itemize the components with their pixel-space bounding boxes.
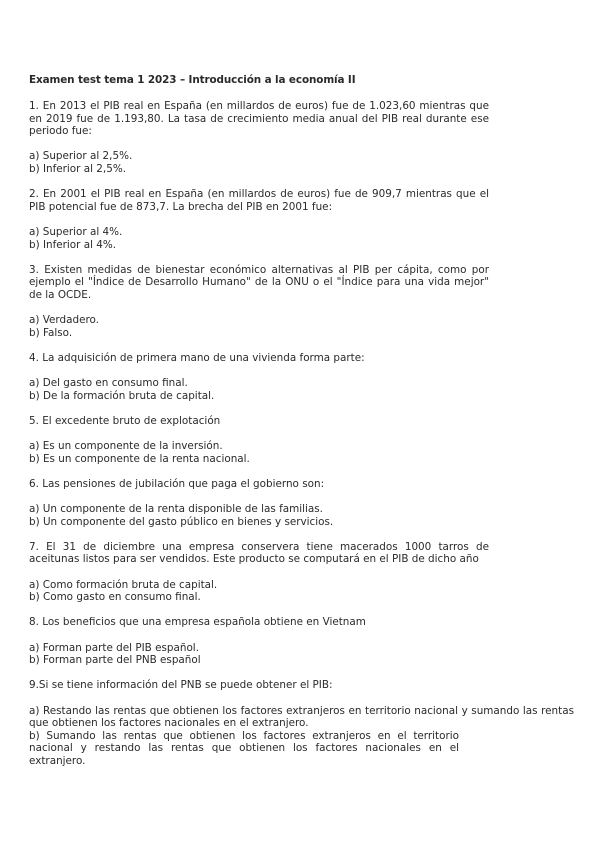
- question-4: [29, 352, 574, 402]
- exam-title: Examen test tema 1 2023 – Introducción a la economía II: [29, 74, 356, 86]
- option-b: b) Sumando las rentas que obtienen los factores extranjeros en el territorio nacional y restando las rentas que obtienen los factores nacionales en el extranjero.: [29, 729, 459, 767]
- option-a: a) Es un componente de la inversión.: [29, 440, 223, 453]
- option-a: a) Verdadero.: [29, 314, 99, 327]
- option-a: a) Forman parte del PIB español.: [29, 641, 199, 654]
- option-b: b) Forman parte del PNB español: [29, 654, 201, 667]
- question-stem: 2. En 2001 el PIB real en España (en millardos de euros) fue de 909,7 mientras que el PIB potencial fue de 873,7. La brecha del PIB en 2001 fue:: [29, 188, 489, 213]
- question-6: [29, 478, 574, 528]
- option-b: b) Inferior al 4%.: [29, 238, 117, 251]
- question-stem: 6. Las pensiones de jubilación que paga el gobierno son:: [29, 477, 325, 490]
- question-stem: 1. En 2013 el PIB real en España (en millardos de euros) fue de 1.023,60 mientras que en 2019 fue de 1.193,80. La tasa de crecimiento media anual del PIB real durante ese periodo fue:: [29, 100, 489, 138]
- question-9: [29, 679, 574, 767]
- option-a: a) Como formación bruta de capital.: [29, 578, 218, 591]
- question-1: [29, 100, 574, 176]
- question-stem: 4. La adquisición de primera mano de una vivienda forma parte:: [29, 351, 365, 364]
- option-b: b) Un componente del gasto público en bienes y servicios.: [29, 515, 334, 528]
- option-a: a) Restando las rentas que obtienen los factores extranjeros en territorio nacional y sumando las rentas que obtienen los factores nacionales en el extranjero.: [29, 704, 574, 730]
- question-stem: 8. Los beneficios que una empresa española obtiene en Vietnam: [29, 616, 366, 629]
- option-b: b) De la formación bruta de capital.: [29, 389, 215, 402]
- option-a: a) Un componente de la renta disponible de las familias.: [29, 503, 323, 515]
- option-b: b) Como gasto en consumo final.: [29, 591, 201, 604]
- option-a: a) Del gasto en consumo final.: [29, 377, 188, 390]
- question-stem: 3. Existen medidas de bienestar económico alternativas al PIB per cápita, como por ejemplo el "Índice de Desarrollo Humano" de la ONU o el "Índice para una vida mejor" de la OCDE.: [29, 263, 489, 301]
- question-list: [29, 100, 574, 780]
- question-7: [29, 541, 574, 604]
- question-stem: 9.Si se tiene información del PNB se puede obtener el PIB:: [29, 679, 333, 692]
- option-a: a) Superior al 2,5%.: [29, 150, 133, 163]
- question-stem: 7. El 31 de diciembre una empresa conservera tiene macerados 1000 tarros de aceitunas listos para ser vendidos. Este producto se computará en el PIB de dicho año: [29, 540, 489, 566]
- option-b: b) Falso.: [29, 326, 73, 339]
- question-5: [29, 415, 574, 465]
- question-8: [29, 616, 574, 666]
- question-2: [29, 188, 574, 251]
- option-a: a) Superior al 4%.: [29, 225, 123, 238]
- question-stem: 5. El excedente bruto de explotación: [29, 414, 221, 427]
- question-3: [29, 264, 574, 340]
- option-b: b) Es un componente de la renta nacional.: [29, 452, 250, 465]
- option-b: b) Inferior al 2,5%.: [29, 162, 127, 175]
